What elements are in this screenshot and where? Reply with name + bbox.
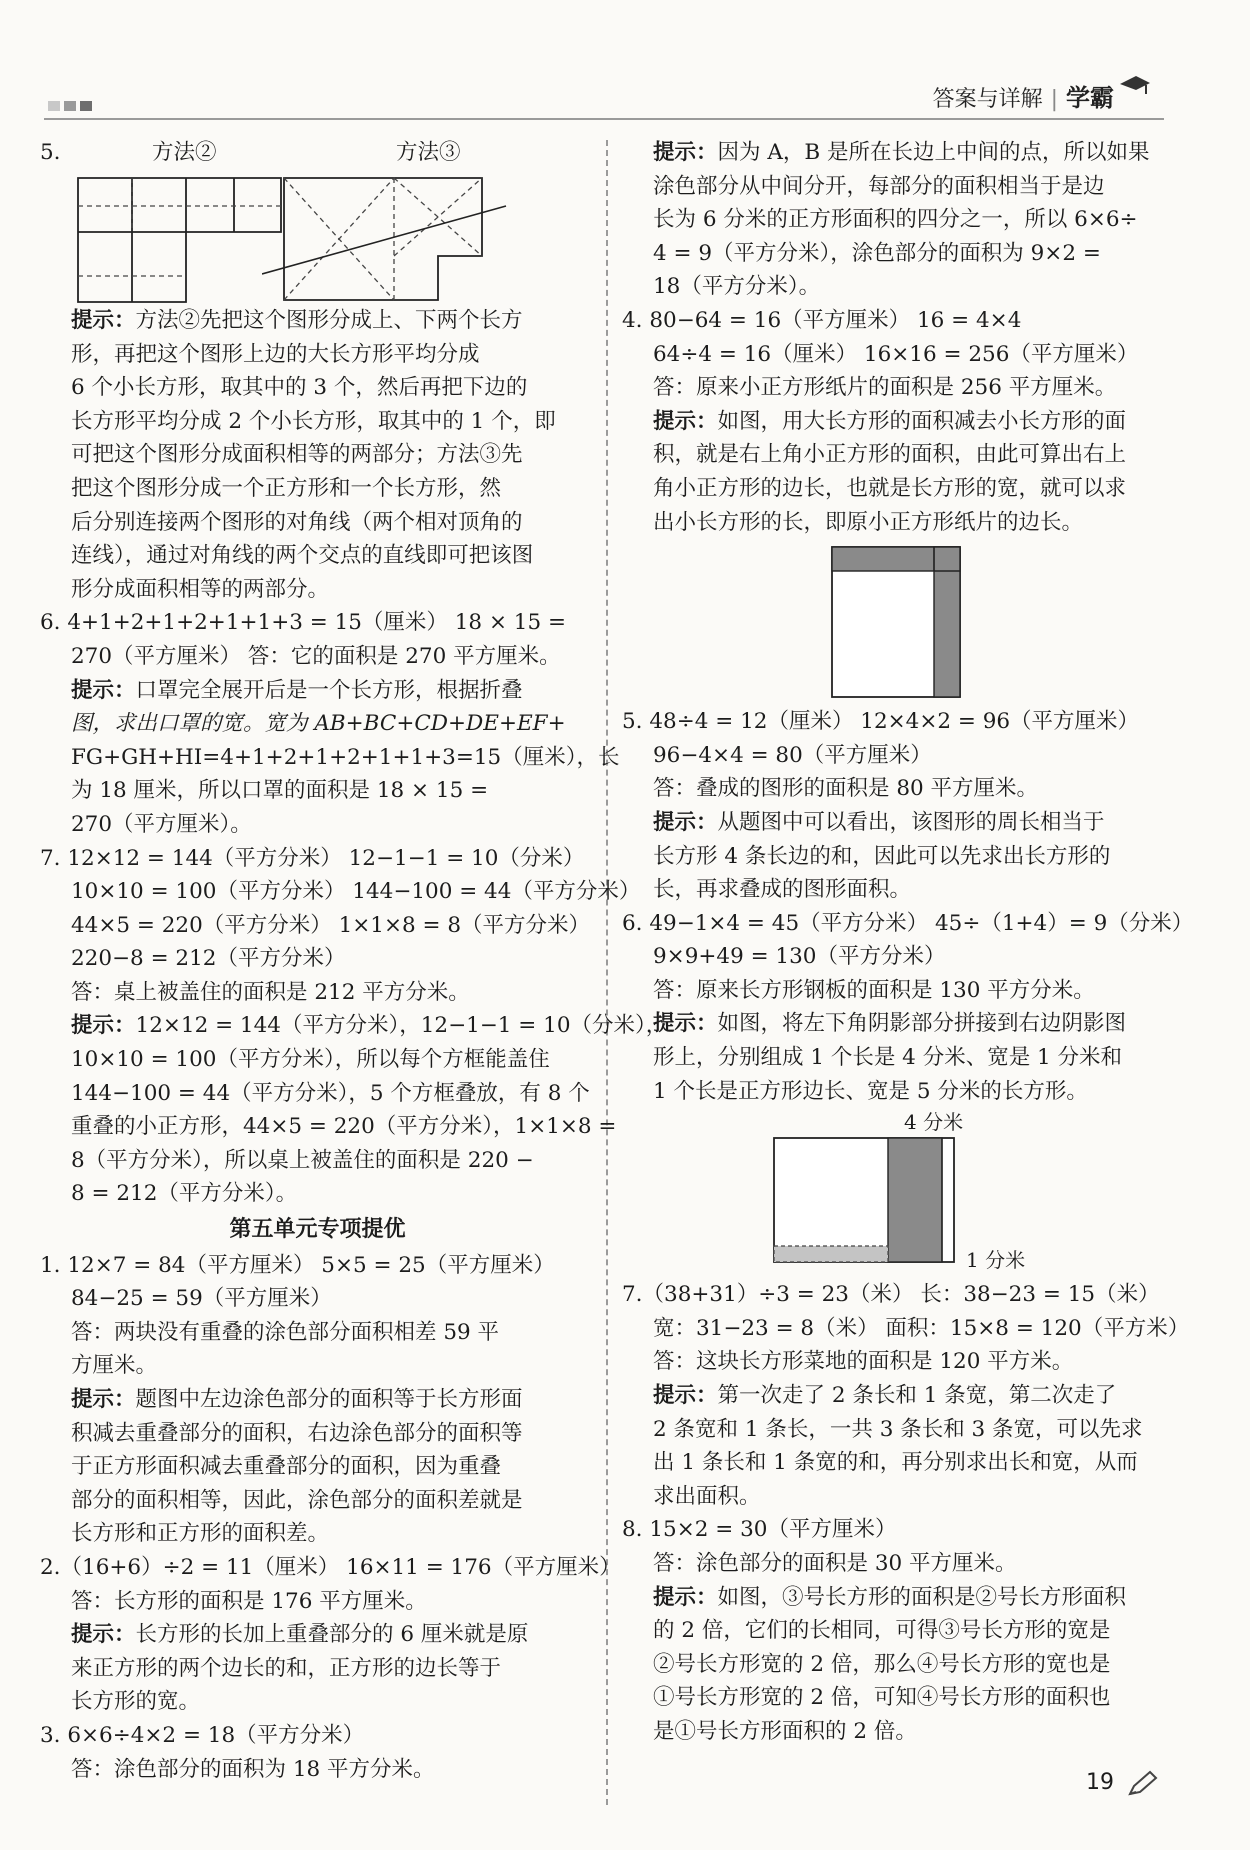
tip-text: 如图，将左下角阴影部分拼接到右边阴影图 [717,1011,1127,1037]
answer-line: 1. 12×7 = 84（平方厘米） 5×5 = 25（平方厘米） [40,1252,555,1278]
steel-plate-diagram [772,1136,958,1268]
tip-text: 求出面积。 [653,1483,761,1509]
answer-line: 6. 49−1×4 = 45（平方分米） 45÷（1+4）= 9（分米） [622,910,1194,936]
tip-text: 8 = 212（平方分米）。 [71,1181,298,1207]
answer-line: 10×10 = 100（平方分米） 144−100 = 44（平方分米） [71,879,641,905]
tip-label: 提示： [653,1383,718,1409]
answer-line: 答：长方形的面积是 176 平方厘米。 [71,1588,427,1614]
graduation-cap-icon [1116,70,1152,106]
tip-text: 部分的面积相等，因此，涂色部分的面积差就是 [71,1487,523,1513]
tip-text: 2 条宽和 1 条长，一共 3 条长和 3 条宽，可以先求 [653,1416,1143,1442]
tip-label: 提示： [653,1011,718,1037]
answer-line: 答：涂色部分的面积是 30 平方厘米。 [653,1551,1017,1576]
tip-label: 提示： [71,1387,136,1412]
section-title: 第五单元专项提优 [229,1217,406,1243]
tip-text: 4 = 9（平方分米），涂色部分的面积为 9×2 = [653,240,1101,266]
tip-label: 提示： [653,809,718,835]
square-diagram [830,545,964,701]
answer-line: 答：这块长方形菜地的面积是 120 平方米。 [653,1349,1074,1375]
header-title [933,78,1114,113]
tip-text: 的 2 倍，它们的长相同，可得③号长方形的宽是 [653,1618,1111,1644]
pencil-icon [1126,1770,1158,1798]
tip-text: 把这个图形分成一个正方形和一个长方形，然 [71,475,502,501]
tip-text: 从题图中可以看出，该图形的周长相当于 [717,809,1105,835]
answer-line: 7.（38+31）÷3 = 23（米） 长：38−23 = 15（米） [622,1282,1160,1308]
answer-line: 8. 15×2 = 30（平方厘米） [622,1517,897,1543]
q4-figure [622,539,1182,705]
answer-line: 44×5 = 220（平方分米） 1×1×8 = 8（平方分米） [71,912,591,938]
answer-line: 84−25 = 59（平方厘米） [71,1286,332,1312]
tip-text: 18（平方分米）。 [653,274,821,300]
tip-text: 涂色部分从中间分开，每部分的面积相当于是边 [653,173,1105,199]
header-decoration [48,96,96,115]
tip-text: 长为 6 分米的正方形面积的四分之一，所以 6×6÷ [653,207,1138,233]
tip-label: 提示： [71,1622,136,1648]
answer-line: 2.（16+6）÷2 = 11（厘米） 16×11 = 176（平方厘米） [40,1554,621,1580]
fig-label-bottom: 1 分米 [966,1248,1026,1273]
tip-text: 出 1 条长和 1 条宽的和，再分别求出长和宽，从而 [653,1450,1138,1476]
tip-text: 如图，用大长方形的面积减去小长方形的面 [717,408,1127,434]
answer-line: 答：原来小正方形纸片的面积是 256 平方厘米。 [653,375,1117,401]
tip-text: 1 个长是正方形边长、宽是 5 分米的长方形。 [653,1078,1088,1104]
tip-text: 形上，分别组成 1 个长是 4 分米、宽是 1 分米和 [653,1045,1123,1071]
method3-figure [262,172,512,306]
answer-line: 5. 48÷4 = 12（厘米） 12×4×2 = 96（平方厘米） [622,709,1140,735]
answer-line: 6. 4+1+2+1+2+1+1+3 = 15（厘米） 18 × 15 = [40,610,567,636]
brand-text: 答案与详解 [932,87,1043,112]
tip-text: 出小长方形的长，即原小正方形纸片的边长。 [653,509,1084,535]
brand-logo-text: 学霸 [1066,84,1114,112]
method2-label: 方法② [152,140,217,165]
tip-text: 是①号长方形面积的 2 倍。 [653,1718,917,1744]
tip-text: 12×12 = 144（平方分米），12−1−1 = 10（分米）， [135,1013,668,1039]
tip-text: 长方形和正方形的面积差。 [71,1521,330,1547]
tip-text: 重叠的小正方形，44×5 = 220（平方分米），1×1×8 = [71,1114,617,1140]
method2-figure [76,176,286,304]
page-header [44,70,1164,120]
tip-text: 图，求出口罩的宽。宽为 AB+BC+CD+DE+EF+ [71,711,566,737]
tip-text: 6 个小长方形，取其中的 3 个，然后再把下边的 [71,375,528,401]
answer-line: 答：桌上被盖住的面积是 212 平方分米。 [71,979,470,1005]
q5-figures [40,136,595,304]
tip-text: 来正方形的两个边长的和，正方形的边长等于 [71,1655,502,1681]
tip-text: 为 18 厘米，所以口罩的面积是 18 × 15 = [71,778,489,804]
answer-line: 答：叠成的图形的面积是 80 平方厘米。 [653,776,1039,802]
tip-text: 长方形的宽。 [71,1689,201,1715]
q6-figure [622,1108,1182,1278]
tip-text: 积，就是右上角小正方形的面积，由此可算出右上 [653,442,1127,468]
answer-line: 答：原来长方形钢板的面积是 130 平方分米。 [653,977,1095,1003]
tip-text: 如图，③号长方形的面积是②号长方形面积 [717,1584,1127,1610]
tip-text: 10×10 = 100（平方分米），所以每个方框能盖住 [71,1047,550,1073]
tip-text: 后分别连接两个图形的对角线（两个相对顶角的 [71,509,523,535]
tip-text: 形分成面积相等的两部分。 [71,576,330,602]
tip-text: 8（平方分米），所以桌上被盖住的面积是 220 − [71,1147,534,1173]
tip-text: 144−100 = 44（平方分米），5 个方框叠放，有 8 个 [71,1080,590,1106]
tip-label: 提示： [71,677,136,703]
answer-line: 270（平方厘米） 答：它的面积是 270 平方厘米。 [71,643,561,669]
answer-line: 方厘米。 [71,1353,158,1379]
left-column [40,136,668,1786]
tip-label: 提示： [653,408,718,434]
tip-text: 第一次走了 2 条长和 1 条宽，第二次走了 [717,1383,1117,1409]
tip-label: 提示： [71,1013,136,1039]
tip-text: 口罩完全展开后是一个长方形，根据折叠 [135,677,523,703]
tip-text: 形，再把这个图形上边的大长方形平均分成 [71,341,480,367]
tip-label: 提示： [653,140,718,165]
tip-text: 长方形 4 条长边的和，因此可以先求出长方形的 [653,843,1111,869]
method3-label: 方法③ [396,140,461,165]
answer-line: 宽：31−23 = 8（米） 面积：15×8 = 120（平方米） [653,1315,1190,1341]
answer-line: 96−4×4 = 80（平方厘米） [653,742,932,768]
question-number: 5. [40,140,61,165]
answer-line: 答：两块没有重叠的涂色部分面积相差 59 平 [71,1319,500,1345]
tip-text: 积减去重叠部分的面积，右边涂色部分的面积等 [71,1420,523,1446]
answer-line: 220−8 = 212（平方分米） [71,946,346,972]
tip-label: 提示： [71,308,136,333]
tip-text: 连线），通过对角线的两个交点的直线即可把该图 [71,543,534,569]
tip-text: 长方形平均分成 2 个小长方形，取其中的 1 个，即 [71,408,556,434]
answer-line: 答：涂色部分的面积为 18 平方分米。 [71,1756,435,1782]
tip-text: ①号长方形宽的 2 倍，可知④号长方形的面积也 [653,1685,1111,1711]
answer-line: 7. 12×12 = 144（平方分米） 12−1−1 = 10（分米） [40,845,585,871]
tip-text: 方法②先把这个图形分成上、下两个长方 [135,308,523,333]
tip-label: 提示： [653,1584,718,1610]
answer-line: 64÷4 = 16（厘米） 16×16 = 256（平方厘米） [653,341,1139,367]
tip-text: ②号长方形宽的 2 倍，那么④号长方形的宽也是 [653,1651,1111,1677]
tip-text: 长，再求叠成的图形面积。 [653,877,912,903]
tip-text: 于正方形面积减去重叠部分的面积，因为重叠 [71,1454,502,1480]
tip-text: 270（平方厘米）。 [71,811,252,837]
tip-text: 题图中左边涂色部分的面积等于长方形面 [135,1387,523,1412]
right-column [622,136,1194,1749]
header-separator: | [1050,87,1058,112]
tip-text: 因为 A，B 是所在长边上中间的点，所以如果 [717,140,1150,165]
tip-text: FG+GH+HI=4+1+2+1+2+1+1+3=15（厘米），长 [71,744,620,770]
answer-line: 3. 6×6÷4×2 = 18（平方分米） [40,1722,365,1748]
page-number: 19 [1086,1770,1114,1795]
answer-line: 9×9+49 = 130（平方分米） [653,944,946,970]
tip-text: 可把这个图形分成面积相等的两部分；方法③先 [71,442,523,468]
answer-line: 4. 80−64 = 16（平方厘米） 16 = 4×4 [622,307,1022,333]
tip-text: 角小正方形的边长，也就是长方形的宽，就可以求 [653,475,1127,501]
fig-label-top: 4 分米 [904,1110,964,1135]
tip-text: 长方形的长加上重叠部分的 6 厘米就是原 [135,1622,529,1648]
